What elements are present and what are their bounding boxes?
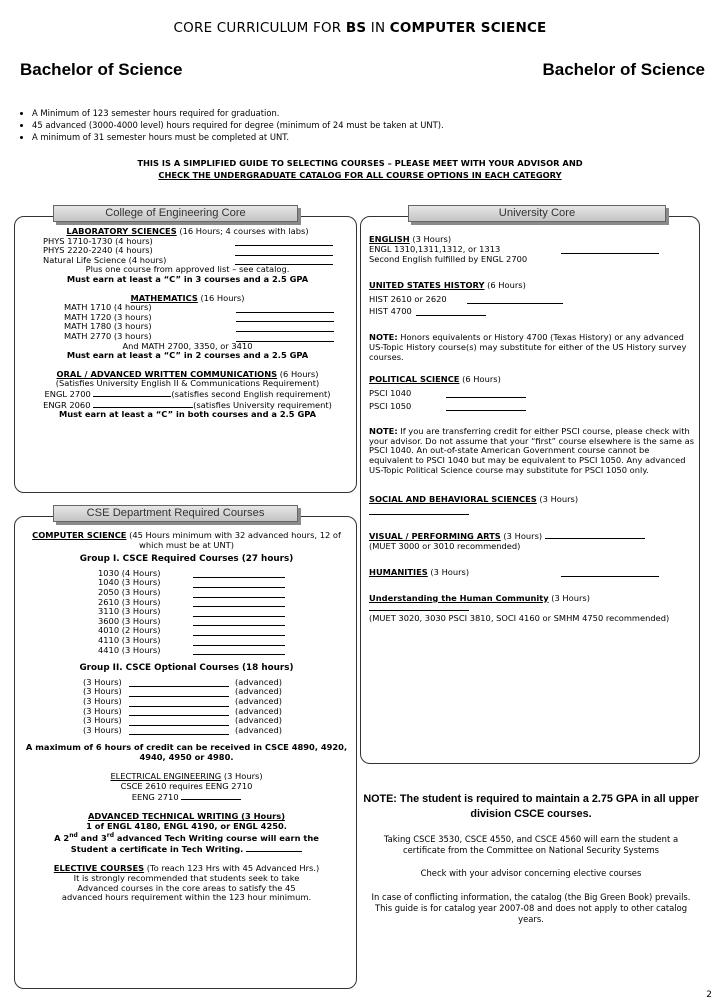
list-item: 1030 (4 Hours) (98, 569, 350, 579)
list-item: 1040 (3 Hours) (98, 578, 350, 588)
guide-line-1: THIS IS A SIMPLIFIED GUIDE TO SELECTING COURSES – PLEASE MEET WITH YOUR ADVISOR AND (137, 158, 583, 168)
tech-writing-line-1: 1 of ENGL 4180, ENGL 4190, or ENGL 4250. (86, 820, 287, 831)
human-community-recommendation: (MUET 3020, 3030 PSCI 3810, SOCI 4160 or SMHM 4750 recommended) (369, 612, 670, 623)
university-core-content (369, 234, 695, 623)
social-sciences-blank (369, 507, 695, 517)
psci-row: PSCI 1040 (369, 388, 695, 398)
hist-row: HIST 4700 (369, 306, 695, 316)
requirements-list (18, 107, 444, 144)
right-heading: Bachelor of Science (542, 60, 705, 79)
human-community-blank (369, 603, 695, 613)
list-item: MATH 1720 (3 hours) (64, 313, 350, 323)
history-note: NOTE: Honors equivalents or History 4700 (Texas History) or any advanced US-Topic History course(s) may substitute for either of the US History survey courses. (369, 332, 687, 362)
list-item: MATH 2770 (3 hours) (64, 332, 350, 342)
certificate-note: Taking CSCE 3530, CSCE 4550, and CSCE 4560 will earn the student a certificate from the Committee on National Security Systems (383, 834, 679, 856)
tech-writing-heading: ADVANCED TECHNICAL WRITING (3 Hours) (88, 811, 285, 822)
university-core-box (360, 216, 700, 764)
list-item: (3 Hours) (advanced) (83, 705, 283, 716)
list-item: PHYS 2220-2240 (4 hours) (43, 246, 350, 256)
tab-cse-required: CSE Department Required Courses (53, 505, 298, 522)
list-item: MATH 1780 (3 hours) (64, 322, 350, 332)
list-item: Natural Life Science (4 hours) (43, 256, 350, 266)
list-item: (3 Hours) (advanced) (83, 724, 283, 735)
list-item: 4110 (3 Hours) (98, 636, 350, 646)
english-heading: ENGLISH (3 Hours) (369, 234, 452, 244)
electives-line: It is strongly recommended that students seek to take (73, 872, 300, 883)
cse-required-box (14, 516, 357, 989)
optional-course-list (83, 678, 350, 736)
lab-sciences-heading: LABORATORY SCIENCES (16 Hours; 4 courses with labs) (66, 226, 309, 236)
electives-heading: ELECTIVE COURSES (To reach 123 Hrs with 45 Advanced Hrs.) (53, 863, 320, 874)
requirement-item: • A Minimum of 123 semester hours required for graduation. (32, 107, 444, 119)
lab-list (43, 237, 350, 266)
engineering-core-content (25, 227, 350, 420)
ee-requirement: CSCE 2610 requires EENG 2710 (120, 781, 253, 792)
math-heading: MATHEMATICS (16 Hours) (130, 292, 245, 303)
political-science-heading: POLITICAL SCIENCE (6 Hours) (369, 374, 501, 384)
engl-row: ENGL 2700 (satisfies second English requirement) (44, 388, 331, 399)
visual-arts-heading: VISUAL / PERFORMING ARTS (3 Hours) (369, 531, 695, 541)
list-item: (3 Hours) (advanced) (83, 686, 283, 697)
human-community-heading: Understanding the Human Community (3 Hours) (369, 592, 590, 603)
math-list (64, 303, 350, 341)
guide-notice (0, 157, 720, 181)
list-item: 4410 (3 Hours) (98, 646, 350, 656)
group-2-heading: Group II. CSCE Optional Courses (18 hours) (79, 663, 294, 674)
list-item: (3 Hours) (advanced) (83, 695, 283, 706)
lab-note: Plus one course from approved list – see catalog. (85, 264, 290, 275)
engineering-core-box (14, 216, 357, 493)
catalog-note: In case of conflicting information, the catalog (the Big Green Book) prevails. This guide is for catalog year 2007-08 and does not apply to other catalog years. (371, 891, 691, 925)
ee-heading: ELECTRICAL ENGINEERING (3 Hours) (110, 771, 263, 782)
page-number: 2 (706, 990, 712, 1000)
political-science-note: NOTE: If you are transferring credit for either PSCI course, please check with your advisor. Do not assume that your “first” course elsewhere is the same as PSCI 1040. An out-of-state American Government course cannot be equivalent to PSCI 1040 but may be equivalent to PSCI 1050. Any advanced US-Topic Political Science course may substitute for PSCI 1050 only. (369, 426, 695, 475)
list-item: MATH 1710 (4 hours) (64, 303, 350, 313)
tech-writing-line-2: A 2nd and 3rd advanced Tech Writing course will earn the (54, 832, 319, 844)
gpa-note: NOTE: The student is required to maintain a 2.75 GPA in all upper division CSCE courses. (363, 793, 699, 820)
psci-row: PSCI 1050 (369, 401, 695, 411)
list-item: (3 Hours) (advanced) (83, 676, 283, 687)
ee-course-row: EENG 2710 (23, 792, 350, 803)
tab-university-core: University Core (408, 205, 666, 222)
us-history-heading: UNITED STATES HISTORY (6 Hours) (369, 280, 526, 290)
english-course-row: ENGL 1310,1311,1312, or 1313 (369, 244, 695, 254)
document-title: CORE CURRICULUM FOR BS IN COMPUTER SCIENCE (173, 20, 547, 36)
electives-line: advanced hours requirement within the 123 hour minimum. (61, 892, 312, 903)
list-item: 2610 (3 Hours) (98, 598, 350, 608)
lab-must: Must earn at least a “C” in 3 courses and a 2.5 GPA (66, 273, 309, 284)
math-note: And MATH 2700, 3350, or 3410 (122, 340, 253, 351)
group-1-heading: Group I. CSCE Required Courses (27 hours) (79, 554, 294, 565)
humanities-row: HUMANITIES (3 Hours) (369, 567, 695, 577)
list-item: PHYS 1710-1730 (4 hours) (43, 237, 350, 247)
max-credit-note: A maximum of 6 hours of credit can be received in CSCE 4890, 4920, 4940, 4950 or 4980. (25, 742, 348, 762)
left-heading: Bachelor of Science (20, 60, 183, 79)
guide-line-2: CHECK THE UNDERGRADUATE CATALOG FOR ALL COURSE OPTIONS IN EACH CATEGORY (158, 170, 562, 180)
advisor-note: Check with your advisor concerning elective courses (420, 868, 642, 879)
hist-row: HIST 2610 or 2620 (369, 294, 695, 304)
tab-engineering-core: College of Engineering Core (53, 205, 298, 222)
oral-heading: ORAL / ADVANCED WRITTEN COMMUNICATIONS (6 Hours) (56, 368, 319, 379)
notes-block (362, 792, 700, 925)
cse-required-content (23, 531, 350, 903)
list-item: 2050 (3 Hours) (98, 588, 350, 598)
required-course-list (98, 569, 350, 655)
math-must: Must earn at least a “C” in 2 courses and a 2.5 GPA (66, 350, 309, 361)
list-item: 4010 (2 Hours) (98, 626, 350, 636)
requirement-item: • 45 advanced (3000-4000 level) hours required for degree (minimum of 24 must be taken at UNT). (32, 119, 444, 131)
social-sciences-heading: SOCIAL AND BEHAVIORAL SCIENCES (3 Hours) (369, 493, 579, 504)
list-item: 3600 (3 Hours) (98, 617, 350, 627)
electives-line: Advanced courses in the core areas to satisfy the 45 (77, 882, 296, 893)
tech-writing-line-3: Student a certificate in Tech Writing. (23, 844, 350, 855)
cs-heading: COMPUTER SCIENCE (45 Hours minimum with 32 advanced hours, 12 of which must be at UNT) (32, 530, 341, 550)
oral-must: Must earn at least a “C” in both courses and a 2.5 GPA (58, 409, 317, 420)
engr-row: ENGR 2060 (satisfies University requirement) (43, 399, 332, 410)
visual-arts-recommendation: (MUET 3000 or 3010 recommended) (369, 540, 521, 551)
requirement-item: • A minimum of 31 semester hours must be completed at UNT. (32, 131, 444, 143)
english-second: Second English fulfilled by ENGL 2700 (369, 254, 528, 264)
list-item: (3 Hours) (advanced) (83, 715, 283, 726)
oral-satisfies: (Satisfies University English II & Communications Requirement) (55, 378, 320, 389)
list-item: 3110 (3 Hours) (98, 607, 350, 617)
